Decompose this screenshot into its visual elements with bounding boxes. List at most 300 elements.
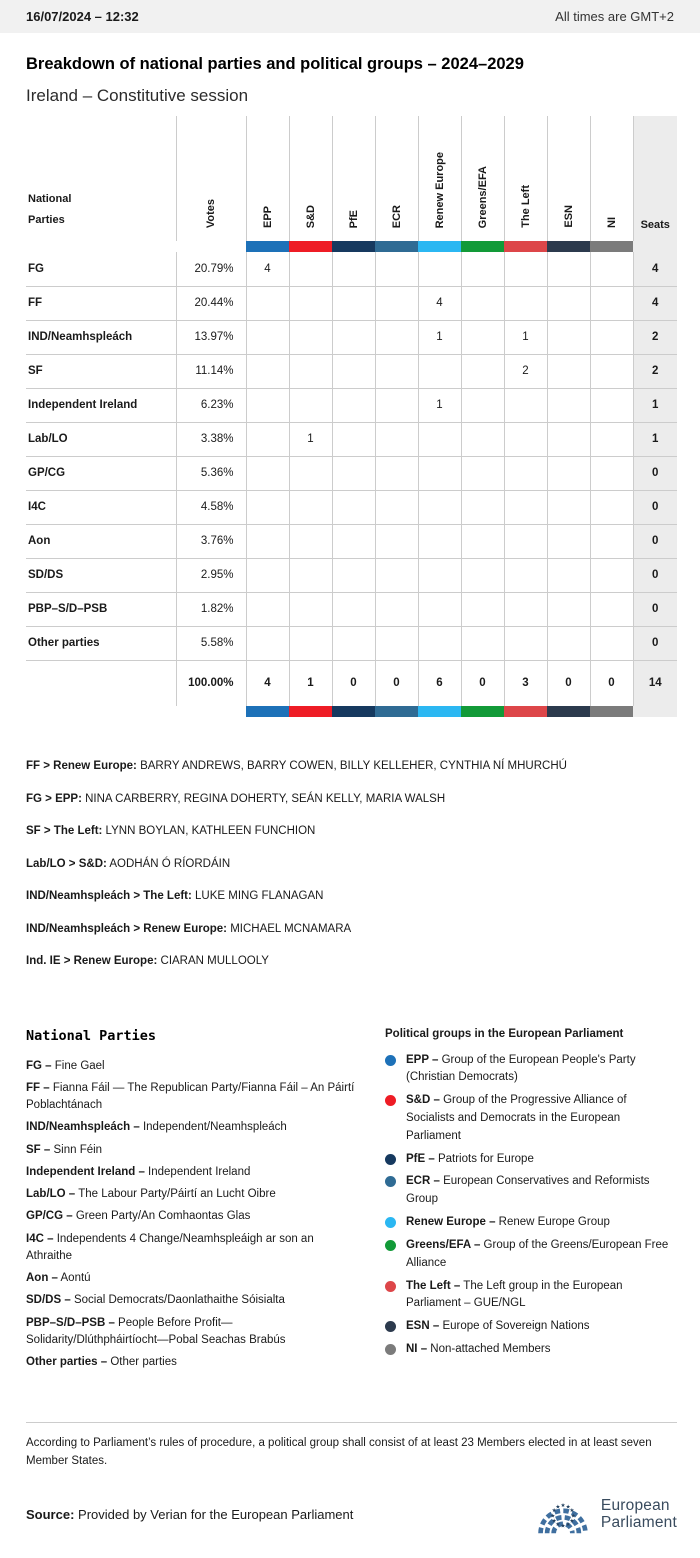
total-group-seats-cell: 6: [418, 660, 461, 706]
header-bar: [0, 0, 700, 33]
party-row: [26, 626, 677, 660]
group-seats-cell: [332, 558, 375, 592]
group-seats-cell: [418, 626, 461, 660]
total-group-seats-cell: 0: [590, 660, 633, 706]
total-votes-cell: 100.00%: [176, 660, 246, 706]
party-legend-item: FF – Fianna Fáil — The Republican Party/Fianna Fáil – An Páirtí Poblachtánach: [26, 1081, 355, 1112]
group-seats-cell: [289, 592, 332, 626]
group-seats-cell: [246, 456, 289, 490]
group-seats-cell: [547, 252, 590, 286]
group-seats-cell: [289, 354, 332, 388]
svg-text:★: ★: [551, 1518, 557, 1525]
group-seats-cell: [590, 456, 633, 490]
group-legend-text: Renew Europe – Renew Europe Group: [406, 1216, 610, 1229]
group-seats-cell: [375, 626, 418, 660]
group-seats-cell: [289, 490, 332, 524]
political-groups-legend-title: Political groups in the European Parliament: [385, 1027, 624, 1040]
party-legend-item: GP/CG – Green Party/An Comhaontas Glas: [26, 1210, 251, 1223]
group-seats-cell: [461, 456, 504, 490]
political-groups-legend-items: [385, 1052, 677, 1359]
assignment-line: [26, 954, 674, 970]
group-seats-cell: [375, 354, 418, 388]
group-seats-cell: [461, 286, 504, 320]
party-name-cell: Independent Ireland: [26, 388, 176, 422]
total-label-cell: [26, 660, 176, 706]
party-name-cell: GP/CG: [26, 456, 176, 490]
group-seats-cell: [375, 558, 418, 592]
party-name-cell: Aon: [26, 524, 176, 558]
group-seats-cell: [547, 558, 590, 592]
group-seats-cell: [246, 354, 289, 388]
party-row: [26, 252, 677, 286]
group-seats-cell: 1: [418, 388, 461, 422]
group-seats-cell: [547, 286, 590, 320]
group-seats-cell: [418, 422, 461, 456]
group-column-header-pfe: PfE: [332, 116, 375, 241]
group-seats-cell: [246, 320, 289, 354]
votes-cell: 3.38%: [176, 422, 246, 456]
party-name-cell: Other parties: [26, 626, 176, 660]
group-seats-cell: [547, 592, 590, 626]
group-seats-cell: [332, 422, 375, 456]
group-seats-cell: [246, 422, 289, 456]
seats-cell: 0: [633, 490, 677, 524]
assignment-names: CIARAN MULLOOLY: [157, 955, 269, 968]
group-seats-cell: [332, 524, 375, 558]
group-seats-cell: 4: [418, 286, 461, 320]
group-seats-cell: [590, 286, 633, 320]
group-seats-cell: [504, 490, 547, 524]
total-group-seats-cell: 0: [332, 660, 375, 706]
group-assignments: [0, 717, 700, 970]
group-seats-cell: 2: [504, 354, 547, 388]
page-title: Breakdown of national parties and political groups – 2024–2029: [26, 55, 524, 73]
party-legend-item: Lab/LO – The Labour Party/Páirtí an Lucht Oibre: [26, 1188, 276, 1201]
group-seats-cell: [504, 456, 547, 490]
group-seats-cell: [246, 524, 289, 558]
group-seats-cell: [461, 354, 504, 388]
votes-cell: 5.36%: [176, 456, 246, 490]
group-column-header-ni: NI: [590, 116, 633, 241]
group-seats-cell: [590, 592, 633, 626]
total-group-seats-cell: 0: [547, 660, 590, 706]
votes-cell: 3.76%: [176, 524, 246, 558]
ep-logo-text: [601, 1497, 677, 1533]
national-parties-legend-items: [26, 1058, 358, 1372]
european-parliament-logo: [534, 1493, 677, 1536]
group-seats-cell: [590, 558, 633, 592]
national-parties-legend: [26, 1028, 358, 1377]
strip-esn: [547, 706, 590, 717]
assignment-names: AODHÁN Ó RÍORDÁIN: [106, 857, 231, 870]
group-legend-text: The Left – The Left group in the European Parliament – GUE/NGL: [406, 1279, 623, 1310]
party-legend-item: Other parties – Other parties: [26, 1356, 177, 1369]
votes-cell: 6.23%: [176, 388, 246, 422]
party-row: [26, 388, 677, 422]
group-legend-text: EPP – Group of the European People's Party (Christian Democrats): [406, 1053, 636, 1084]
votes-cell: 4.58%: [176, 490, 246, 524]
assignment-line: [26, 792, 674, 808]
strip-renew: [418, 706, 461, 717]
total-group-seats-cell: 0: [461, 660, 504, 706]
group-seats-cell: [418, 456, 461, 490]
group-seats-cell: [289, 388, 332, 422]
group-legend-item: [385, 1278, 677, 1314]
group-seats-cell: [590, 252, 633, 286]
votes-cell: 1.82%: [176, 592, 246, 626]
group-seats-cell: [332, 252, 375, 286]
corner-header-line2: Parties: [28, 214, 65, 227]
party-row: [26, 524, 677, 558]
group-legend-item: [385, 1237, 677, 1273]
strip-epp: [246, 706, 289, 717]
party-legend-item: PBP–S/D–PSB – People Before Profit—Solidarity/Dlúthpháirtíocht—Pobal Seachas Brabús: [26, 1316, 286, 1346]
source-label: Source:: [26, 1506, 75, 1522]
party-name-cell: IND/Neamhspleách: [26, 320, 176, 354]
strip-left: [504, 241, 547, 252]
political-groups-legend: [385, 1028, 677, 1377]
group-seats-cell: [504, 252, 547, 286]
group-seats-cell: [375, 456, 418, 490]
table-header-row: [26, 116, 677, 241]
party-name-cell: FG: [26, 252, 176, 286]
group-seats-cell: [547, 354, 590, 388]
corner-header-line1: National: [28, 193, 72, 206]
strip-epp: [246, 241, 289, 252]
group-seats-cell: [375, 524, 418, 558]
group-legend-item: [385, 1318, 677, 1336]
group-seats-cell: [246, 490, 289, 524]
group-seats-cell: [504, 388, 547, 422]
group-seats-cell: [590, 490, 633, 524]
strip-pfe: [332, 241, 375, 252]
group-seats-cell: [504, 524, 547, 558]
group-seats-cell: 1: [504, 320, 547, 354]
total-group-seats-cell: 3: [504, 660, 547, 706]
results-table-section: [0, 106, 700, 717]
assignment-names: LUKE MING FLANAGAN: [191, 890, 324, 903]
group-seats-cell: [375, 320, 418, 354]
party-name-cell: I4C: [26, 490, 176, 524]
assignment-names: MICHAEL MCNAMARA: [227, 922, 352, 935]
group-legend-item: [385, 1173, 677, 1209]
group-color-dot-icon: [385, 1055, 396, 1066]
assignment-label: IND/Neamhspleách > Renew Europe:: [26, 922, 227, 935]
seats-cell: 0: [633, 456, 677, 490]
group-seats-cell: [547, 456, 590, 490]
strip-ecr: [375, 706, 418, 717]
party-legend-item: Aon – Aontú: [26, 1272, 91, 1285]
party-row: [26, 320, 677, 354]
group-legend-text: NI – Non-attached Members: [406, 1342, 551, 1355]
group-legend-item: [385, 1092, 677, 1145]
svg-text:★: ★: [560, 1523, 566, 1530]
strip-ecr: [375, 241, 418, 252]
votes-cell: 5.58%: [176, 626, 246, 660]
votes-cell: 20.44%: [176, 286, 246, 320]
group-seats-cell: [504, 558, 547, 592]
page-footer: [26, 1493, 677, 1558]
seats-cell: 1: [633, 422, 677, 456]
group-seats-cell: [289, 252, 332, 286]
national-parties-legend-title: National Parties: [26, 1027, 157, 1044]
group-seats-cell: [547, 524, 590, 558]
group-seats-cell: [332, 388, 375, 422]
group-seats-cell: [332, 626, 375, 660]
party-name-cell: PBP–S/D–PSB: [26, 592, 176, 626]
party-row: [26, 422, 677, 456]
group-legend-item: [385, 1052, 677, 1088]
group-seats-cell: [461, 592, 504, 626]
group-seats-cell: [375, 286, 418, 320]
group-seats-cell: [461, 252, 504, 286]
group-legend-item: [385, 1151, 677, 1169]
group-color-dot-icon: [385, 1217, 396, 1228]
party-row: [26, 456, 677, 490]
group-legend-text: ECR – European Conservatives and Reformists Group: [406, 1175, 650, 1206]
group-seats-cell: [461, 490, 504, 524]
strip-sd: [289, 241, 332, 252]
group-seats-cell: [418, 524, 461, 558]
party-legend-item: SF – Sinn Féin: [26, 1143, 103, 1156]
group-legend-text: PfE – Patriots for Europe: [406, 1152, 534, 1165]
datetime-label: 16/07/2024 – 12:32: [26, 9, 139, 24]
group-seats-cell: [590, 320, 633, 354]
group-seats-cell: [504, 422, 547, 456]
votes-cell: 2.95%: [176, 558, 246, 592]
ep-logo-text-line1: European: [600, 1496, 670, 1514]
group-column-header-sd: S&D: [289, 116, 332, 241]
strip-renew: [418, 241, 461, 252]
seats-cell: 0: [633, 592, 677, 626]
votes-cell: 11.14%: [176, 354, 246, 388]
group-seats-cell: [461, 558, 504, 592]
group-seats-cell: [289, 286, 332, 320]
assignment-names: NINA CARBERRY, REGINA DOHERTY, SEÁN KELLY, MARIA WALSH: [81, 792, 446, 805]
group-seats-cell: [547, 626, 590, 660]
assignment-line: [26, 824, 674, 840]
strip-greens: [461, 241, 504, 252]
party-legend-item: I4C – Independents 4 Change/Neamhspleáigh ar son an Athraithe: [26, 1232, 314, 1262]
party-row: [26, 592, 677, 626]
group-column-header-greens: Greens/EFA: [461, 116, 504, 241]
assignment-line: [26, 922, 674, 938]
group-seats-cell: [289, 456, 332, 490]
group-seats-cell: [590, 354, 633, 388]
seats-cell: 0: [633, 626, 677, 660]
strip-ni: [590, 706, 633, 717]
group-legend-text: Greens/EFA – Group of the Greens/European Free Alliance: [406, 1238, 669, 1269]
party-name-cell: Lab/LO: [26, 422, 176, 456]
group-seats-cell: 1: [418, 320, 461, 354]
group-column-header-epp: EPP: [246, 116, 289, 241]
corner-header: [26, 116, 176, 241]
party-legend-item: SD/DS – Social Democrats/Daonlathaithe Sóisialta: [26, 1294, 285, 1307]
group-seats-cell: [504, 286, 547, 320]
group-color-strip-top: [26, 241, 677, 252]
group-column-header-left: The Left: [504, 116, 547, 241]
party-row: [26, 558, 677, 592]
seats-column-header: Seats: [633, 116, 677, 241]
seats-cell: 2: [633, 320, 677, 354]
assignment-names: BARRY ANDREWS, BARRY COWEN, BILLY KELLEHER, CYNTHIA NÍ MHURCHÚ: [136, 760, 567, 772]
svg-text:★: ★: [569, 1508, 575, 1515]
group-seats-cell: 1: [289, 422, 332, 456]
strip-left: [504, 706, 547, 717]
assignment-label: FF > Renew Europe:: [26, 760, 137, 772]
seats-cell: 2: [633, 354, 677, 388]
group-seats-cell: 4: [246, 252, 289, 286]
total-row: [26, 660, 677, 706]
total-group-seats-cell: 4: [246, 660, 289, 706]
group-legend-text: S&D – Group of the Progressive Alliance of Socialists and Democrats in the European Parliament: [406, 1094, 627, 1142]
party-legend-item: IND/Neamhspleách – Independent/Neamhspleách: [26, 1121, 287, 1134]
total-group-seats-cell: 1: [289, 660, 332, 706]
party-row: [26, 354, 677, 388]
group-seats-cell: [461, 626, 504, 660]
strip-greens: [461, 706, 504, 717]
group-seats-cell: [504, 592, 547, 626]
assignment-label: Ind. IE > Renew Europe:: [26, 955, 158, 968]
group-seats-cell: [590, 388, 633, 422]
group-seats-cell: [246, 286, 289, 320]
votes-cell: 20.79%: [176, 252, 246, 286]
party-legend-item: FG – Fine Gael: [26, 1059, 105, 1072]
group-seats-cell: [375, 592, 418, 626]
group-color-dot-icon: [385, 1176, 396, 1187]
group-seats-cell: [547, 422, 590, 456]
svg-text:★: ★: [565, 1504, 571, 1511]
assignment-line: [26, 889, 674, 905]
assignment-label: SF > The Left:: [26, 825, 103, 838]
assignment-line: [26, 759, 674, 775]
group-seats-cell: [246, 592, 289, 626]
group-column-header-ecr: ECR: [375, 116, 418, 241]
timezone-note: All times are GMT+2: [555, 9, 674, 24]
assignment-label: FG > EPP:: [26, 792, 82, 805]
svg-text:★: ★: [555, 1522, 561, 1529]
ep-hemicycle-stars-icon: [534, 1493, 592, 1536]
party-name-cell: FF: [26, 286, 176, 320]
group-column-header-renew: Renew Europe: [418, 116, 461, 241]
group-seats-cell: [375, 422, 418, 456]
seats-cell: 1: [633, 388, 677, 422]
group-seats-cell: [332, 286, 375, 320]
seats-cell: 4: [633, 286, 677, 320]
party-name-cell: SD/DS: [26, 558, 176, 592]
group-seats-cell: [289, 320, 332, 354]
strip-ni: [590, 241, 633, 252]
group-seats-cell: [289, 626, 332, 660]
group-seats-cell: [332, 320, 375, 354]
svg-text:★: ★: [555, 1504, 561, 1511]
assignment-label: Lab/LO > S&D:: [26, 857, 107, 870]
group-seats-cell: [246, 558, 289, 592]
group-color-dot-icon: [385, 1095, 396, 1106]
svg-text:★: ★: [550, 1513, 556, 1520]
seats-cell: 4: [633, 252, 677, 286]
group-color-dot-icon: [385, 1240, 396, 1251]
group-seats-cell: [375, 388, 418, 422]
group-seats-cell: [332, 592, 375, 626]
group-seats-cell: [332, 490, 375, 524]
seats-cell: 0: [633, 558, 677, 592]
group-seats-cell: [461, 422, 504, 456]
title-block: [0, 33, 700, 106]
party-name-cell: SF: [26, 354, 176, 388]
group-seats-cell: [289, 558, 332, 592]
group-seats-cell: [289, 524, 332, 558]
ep-logo-text-line2: Parliament: [600, 1514, 677, 1532]
group-color-dot-icon: [385, 1154, 396, 1165]
svg-text:★: ★: [570, 1513, 576, 1520]
group-color-dot-icon: [385, 1281, 396, 1292]
group-seats-cell: [547, 320, 590, 354]
svg-text:★: ★: [551, 1508, 557, 1515]
group-seats-cell: [461, 388, 504, 422]
group-seats-cell: [418, 490, 461, 524]
page-subtitle: Ireland – Constitutive session: [26, 86, 249, 105]
results-table: [26, 116, 677, 717]
group-seats-cell: [418, 558, 461, 592]
source-text: Provided by Verian for the European Parliament: [78, 1506, 354, 1522]
group-legend-item: [385, 1341, 677, 1359]
assignment-line: [26, 857, 674, 873]
group-seats-cell: [590, 422, 633, 456]
group-legend-item: [385, 1214, 677, 1232]
votes-column-header: Votes: [176, 116, 246, 241]
group-legend-text: ESN – Europe of Sovereign Nations: [406, 1320, 590, 1333]
group-seats-cell: [418, 354, 461, 388]
group-seats-cell: [504, 626, 547, 660]
group-seats-cell: [590, 626, 633, 660]
group-seats-cell: [418, 252, 461, 286]
strip-pfe: [332, 706, 375, 717]
group-color-dot-icon: [385, 1321, 396, 1332]
group-seats-cell: [332, 456, 375, 490]
group-seats-cell: [375, 490, 418, 524]
votes-cell: 13.97%: [176, 320, 246, 354]
total-seats-cell: 14: [633, 660, 677, 706]
group-seats-cell: [547, 388, 590, 422]
group-color-strip-bottom: [26, 706, 677, 717]
party-legend-item: Independent Ireland – Independent Ireland: [26, 1165, 251, 1178]
party-row: [26, 490, 677, 524]
total-group-seats-cell: 0: [375, 660, 418, 706]
party-row: [26, 286, 677, 320]
svg-text:★: ★: [569, 1518, 575, 1525]
group-seats-cell: [547, 490, 590, 524]
procedure-footnote: According to Parliament’s rules of procedure, a political group shall consist of at least 23 Members elected in at least seven Member States.: [26, 1422, 677, 1471]
group-seats-cell: [332, 354, 375, 388]
source-line: [26, 1507, 353, 1522]
svg-text:★: ★: [565, 1522, 571, 1529]
assignment-names: LYNN BOYLAN, KATHLEEN FUNCHION: [102, 825, 316, 838]
group-seats-cell: [590, 524, 633, 558]
seats-cell: 0: [633, 524, 677, 558]
group-color-dot-icon: [385, 1344, 396, 1355]
strip-sd: [289, 706, 332, 717]
assignment-label: IND/Neamhspleách > The Left:: [26, 890, 192, 903]
group-seats-cell: [246, 626, 289, 660]
group-seats-cell: [246, 388, 289, 422]
group-seats-cell: [461, 524, 504, 558]
group-column-header-esn: ESN: [547, 116, 590, 241]
group-seats-cell: [461, 320, 504, 354]
svg-text:★: ★: [560, 1503, 566, 1510]
group-seats-cell: [418, 592, 461, 626]
strip-esn: [547, 241, 590, 252]
